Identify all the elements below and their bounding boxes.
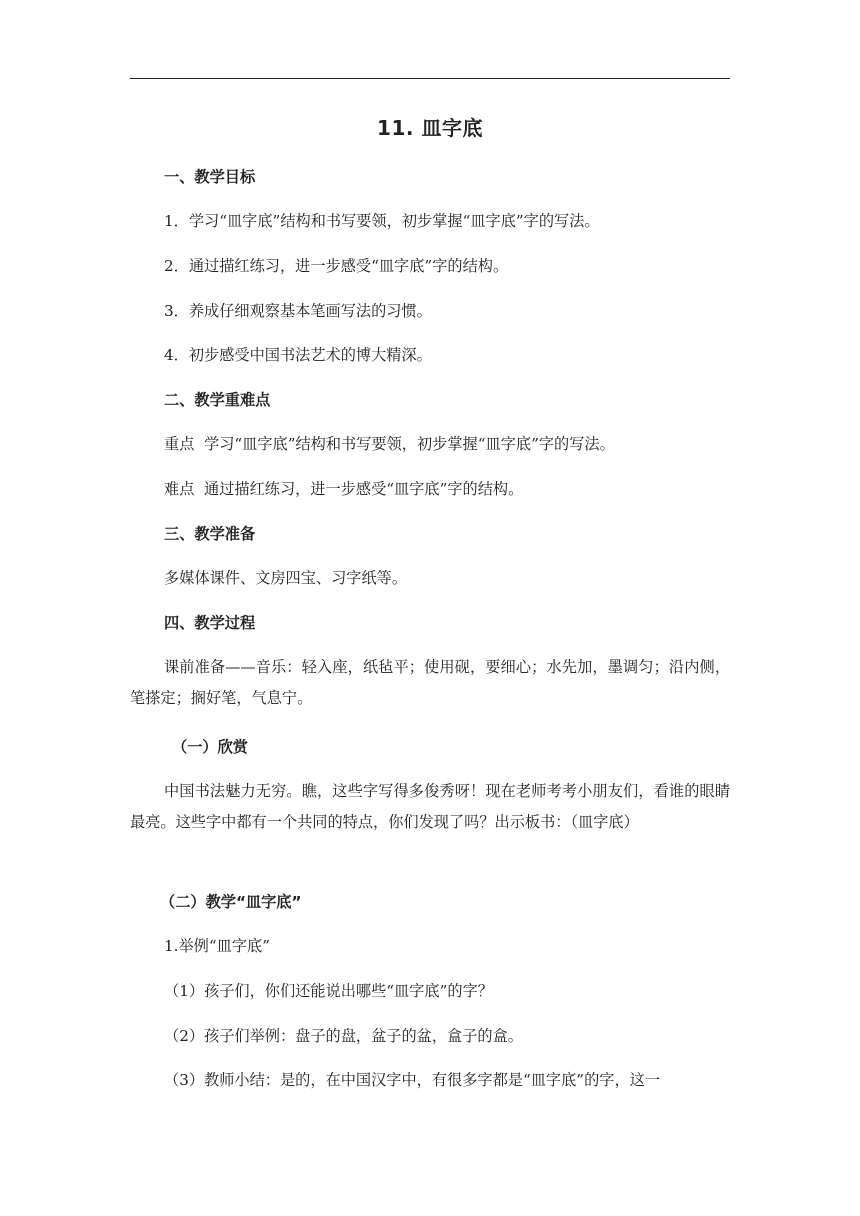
goal-item-1: 1．学习“皿字底”结构和书写要领，初步掌握“皿字底”字的写法。 [164,212,600,230]
goal-item-4: 4．初步感受中国书法艺术的博大精深。 [164,346,432,364]
teach-question-3: （3）教师小结：是的，在中国汉字中，有很多字都是“皿字底”的字，这一 [164,1071,661,1089]
teach-question-2: （2）孩子们举例：盘子的盘，盆子的盆，盒子的盒。 [164,1027,523,1045]
teach-question-1: （1）孩子们，你们还能说出哪些“皿字底”的字？ [164,982,493,1000]
section-heading-keypoints: 二、教学重难点 [164,391,271,409]
keypoint-focus: 重点 学习“皿字底”结构和书写要领，初步掌握“皿字底”字的写法。 [164,435,615,453]
subsection-heading-appreciate: （一）欣赏 [172,738,248,756]
section-heading-goals: 一、教学目标 [164,168,256,186]
goal-item-3: 3．养成仔细观察基本笔画写法的习惯。 [164,302,432,320]
prep-text: 多媒体课件、文房四宝、习字纸等。 [164,569,407,587]
page-title: 11. 皿字底 [377,116,483,140]
process-intro: 课前准备——音乐：轻入座，纸毡平；使用砚，要细心；水先加，墨调匀；沿内侧，笔搽定；搁好笔，气息宁。 [130,658,730,707]
section-heading-prep: 三、教学准备 [164,525,256,543]
section-heading-process: 四、教学过程 [164,614,256,632]
subsection-heading-teach: （二）教学“皿字底” [160,893,302,911]
goal-item-2: 2．通过描红练习，进一步感受“皿字底”字的结构。 [164,257,509,275]
teach-item-1: 1.举例“皿字底” [164,937,270,955]
keypoint-difficulty: 难点 通过描红练习，进一步感受“皿字底”字的结构。 [164,480,524,498]
header-rule [130,78,730,79]
appreciate-text: 中国书法魅力无穷。瞧，这些字写得多俊秀呀！现在老师考考小朋友们，看谁的眼睛最亮。这些字中都有一个共同的特点，你们发现了吗？出示板书：（皿字底） [130,782,730,831]
